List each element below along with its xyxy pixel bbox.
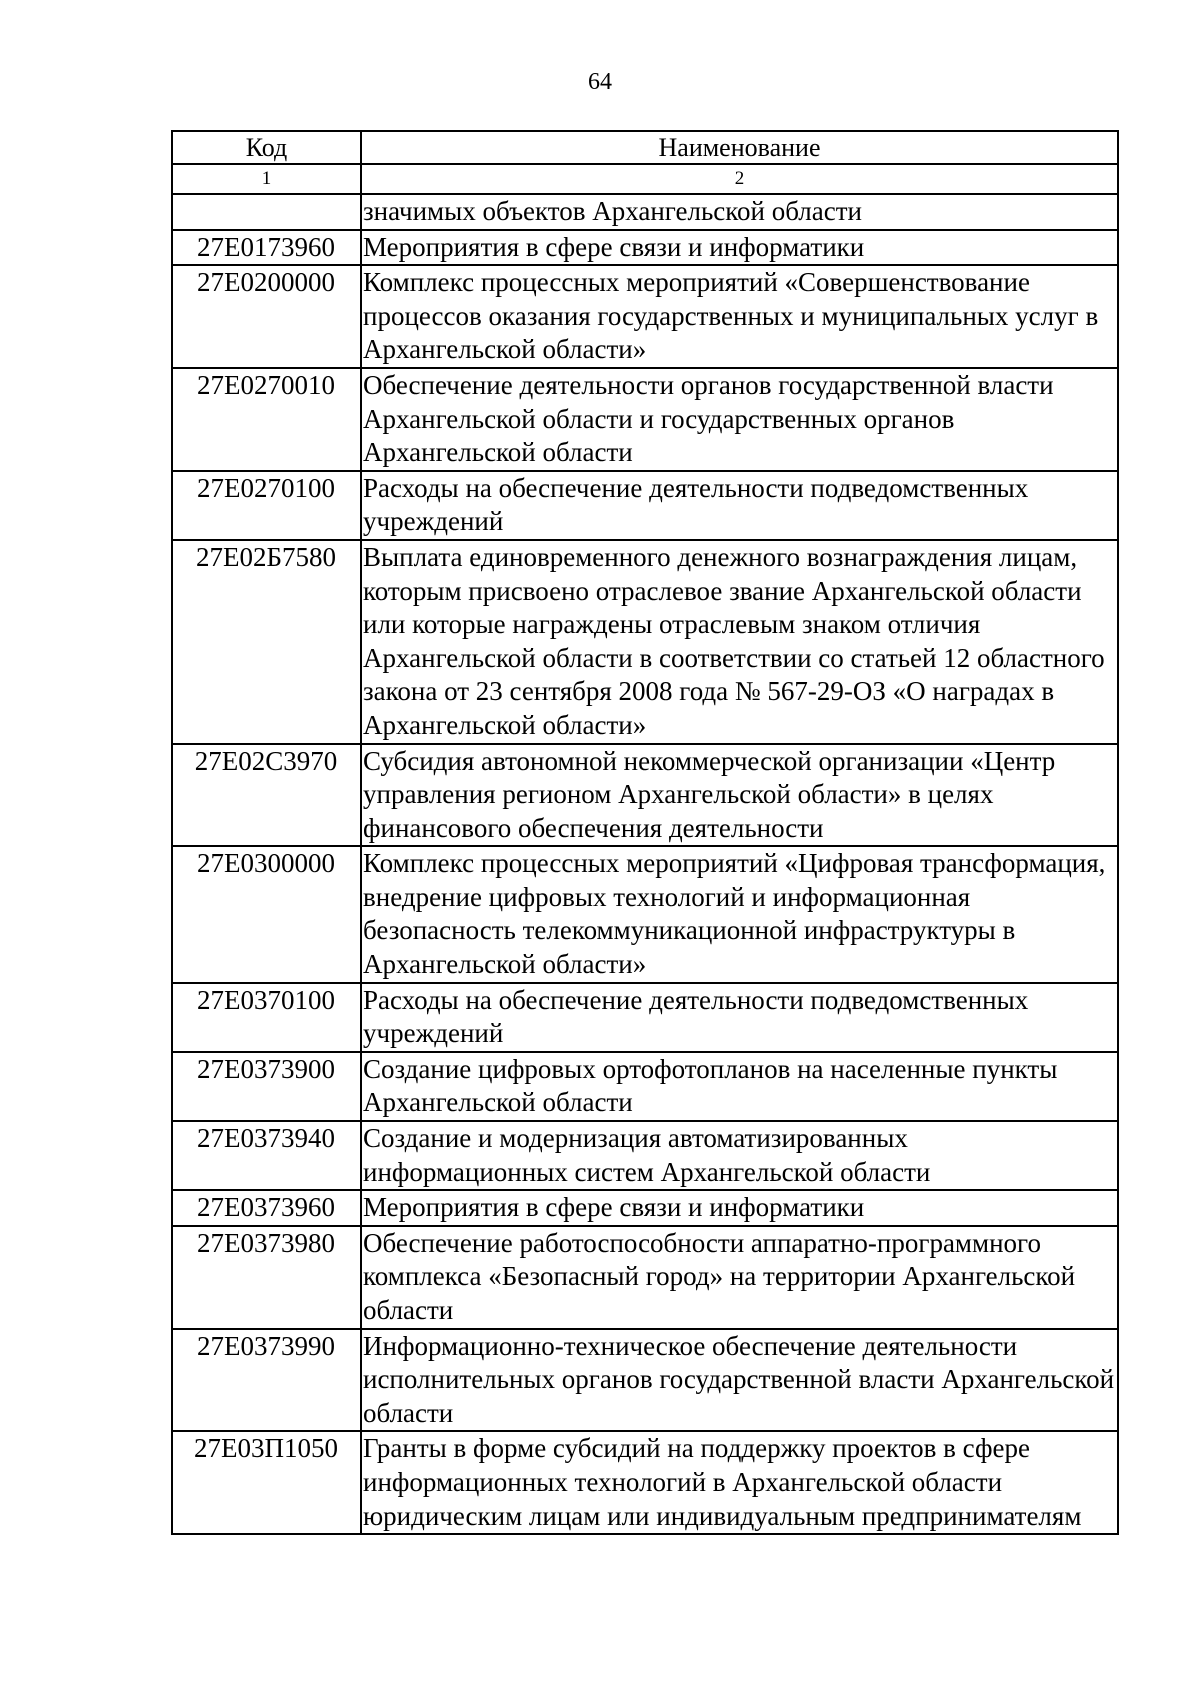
row-name: Расходы на обеспечение деятельности подведомственных учреждений [361, 471, 1118, 540]
table-row [172, 471, 1118, 540]
row-code: 27Е03П1050 [172, 1431, 361, 1534]
table-row [172, 1329, 1118, 1432]
column-number-row [172, 164, 1118, 194]
column-number-1: 1 [172, 164, 361, 194]
table-row [172, 1226, 1118, 1329]
row-code: 27Е0173960 [172, 230, 361, 266]
row-name: Создание цифровых ортофотопланов на населенные пункты Архангельской области [361, 1052, 1118, 1121]
row-name: Мероприятия в сфере связи и информатики [361, 1190, 1118, 1226]
header-row [172, 131, 1118, 164]
row-name: Выплата единовременного денежного вознаграждения лицам, которым присвоено отраслевое звание Архангельской области или которые награждены отраслевым знаком отличия Архангельской области в соответствии со статьей 12 областного закона от 23 сентября 2008 года № 567-29-ОЗ «О наградах в Архангельской области» [361, 540, 1118, 744]
page-number: 64 [588, 69, 612, 95]
row-name: Субсидия автономной некоммерческой организации «Центр управления регионом Архангельской области» в целях финансового обеспечения деятельности [361, 744, 1118, 847]
row-name: Создание и модернизация автоматизированных информационных систем Архангельской области [361, 1121, 1118, 1190]
row-code: 27Е0300000 [172, 846, 361, 982]
row-name: Мероприятия в сфере связи и информатики [361, 230, 1118, 266]
row-code: 27Е0373980 [172, 1226, 361, 1329]
row-code: 27Е0373990 [172, 1329, 361, 1432]
row-code: 27Е0373900 [172, 1052, 361, 1121]
table-row [172, 1052, 1118, 1121]
table-row [172, 1121, 1118, 1190]
row-code: 27Е0270010 [172, 368, 361, 471]
row-name: Информационно-техническое обеспечение деятельности исполнительных органов государственной власти Архангельской области [361, 1329, 1118, 1432]
budget-classification-table [171, 130, 1119, 1535]
table-row [172, 1190, 1118, 1226]
row-code: 27Е02С3970 [172, 744, 361, 847]
row-name: Комплекс процессных мероприятий «Цифровая трансформация, внедрение цифровых технологий и информационная безопасность телекоммуникационной инфраструктуры в Архангельской области» [361, 846, 1118, 982]
table-row [172, 744, 1118, 847]
row-name: Расходы на обеспечение деятельности подведомственных учреждений [361, 983, 1118, 1052]
table-row [172, 1431, 1118, 1534]
column-number-2: 2 [361, 164, 1118, 194]
row-name: Гранты в форме субсидий на поддержку проектов в сфере информационных технологий в Архангельской области юридическим лицам или индивидуальным предпринимателям [361, 1431, 1118, 1534]
table-row [172, 368, 1118, 471]
row-code: 27Е0373960 [172, 1190, 361, 1226]
table-row [172, 540, 1118, 744]
row-name: значимых объектов Архангельской области [361, 194, 1118, 230]
row-code: 27Е0370100 [172, 983, 361, 1052]
row-code [172, 194, 361, 230]
row-name: Обеспечение работоспособности аппаратно-программного комплекса «Безопасный город» на территории Архангельской области [361, 1226, 1118, 1329]
row-code: 27Е02Б7580 [172, 540, 361, 744]
row-code: 27Е0200000 [172, 265, 361, 368]
table-row [172, 983, 1118, 1052]
table-row [172, 194, 1118, 230]
header-name: Наименование [361, 131, 1118, 164]
row-name: Комплекс процессных мероприятий «Совершенствование процессов оказания государственных и муниципальных услуг в Архангельской области» [361, 265, 1118, 368]
row-code: 27Е0373940 [172, 1121, 361, 1190]
row-name: Обеспечение деятельности органов государственной власти Архангельской области и государственных органов Архангельской области [361, 368, 1118, 471]
table-row [172, 846, 1118, 982]
row-code: 27Е0270100 [172, 471, 361, 540]
table-row [172, 265, 1118, 368]
header-code: Код [172, 131, 361, 164]
table-row [172, 230, 1118, 266]
